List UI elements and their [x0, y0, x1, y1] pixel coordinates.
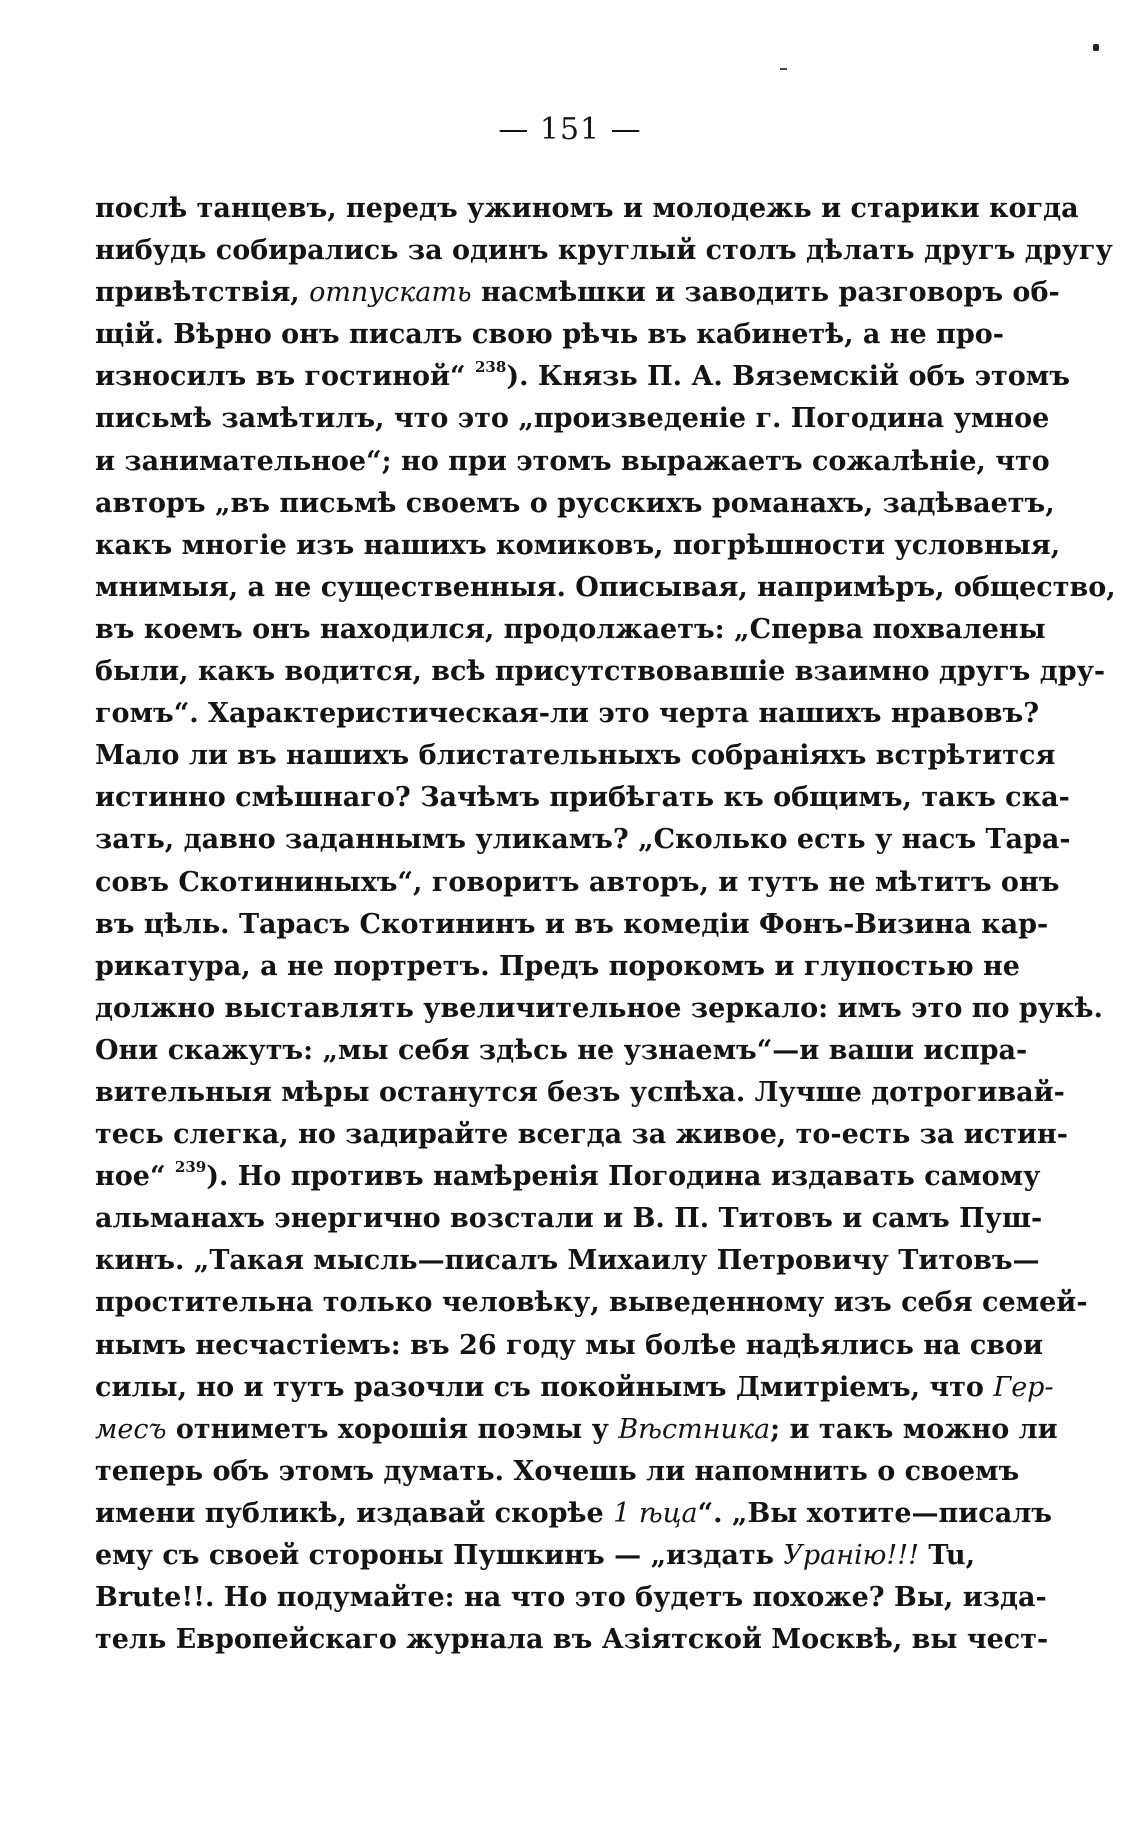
page-number: — 151 —: [498, 112, 642, 147]
italic-text: Гер-: [993, 1371, 1054, 1403]
text-run: ему съ своей стороны Пушкинъ — „издать: [95, 1540, 784, 1571]
text-line: [95, 1367, 1054, 1409]
text-line: [95, 1282, 1088, 1324]
text-run: насмѣшки и заводить разговоръ об-: [471, 277, 1060, 309]
text-line: [95, 904, 1049, 946]
text-run: нибудь собирались за одинъ круглый столъ дѣлать другъ другу: [95, 235, 1113, 267]
footnote-ref: 238: [475, 358, 507, 377]
text-run: ное“: [95, 1161, 175, 1193]
text-run: вительныя мѣры останутся безъ успѣха. Лучше дотрогивай-: [95, 1076, 1065, 1108]
text-run: мнимыя, а не существенныя. Описывая, напримѣръ, общество,: [95, 571, 1116, 603]
text-run: Мало ли въ нашихъ блистательныхъ собраніяхъ встрѣтится: [95, 740, 1056, 772]
text-line: [95, 230, 1113, 272]
text-run: тесь слегка, но задирайте всегда за живое, то-есть за истин-: [95, 1119, 1069, 1151]
text-line: [95, 1198, 1043, 1240]
text-run: Tu,: [918, 1540, 975, 1571]
text-line: [95, 651, 1106, 693]
text-run: теперь объ этомъ думать. Хочешь ли напомнить о своемъ: [95, 1455, 1020, 1487]
italic-text: месъ: [95, 1413, 167, 1445]
text-line: [95, 609, 1046, 651]
text-line: [95, 1156, 1041, 1198]
text-run: простительна только человѣку, выведенному изъ себя семей-: [95, 1287, 1088, 1319]
text-run: имени публикѣ, издавай скорѣе: [95, 1497, 614, 1529]
italic-text: Вѣстника: [618, 1413, 771, 1445]
text-line: [95, 946, 1020, 988]
text-line: [95, 1114, 1069, 1156]
text-run: были, какъ водится, всѣ присутствовавшіе взаимно другъ дру-: [95, 656, 1106, 688]
text-run: и занимательное“; но при этомъ выражаетъ сожалѣніе, что: [95, 445, 1050, 477]
text-line: [95, 398, 1050, 440]
text-run: авторъ „въ письмѣ своемъ о русскихъ романахъ, задѣваетъ,: [95, 487, 1055, 519]
text-run: Они скажутъ: „мы себя здѣсь не узнаемъ“—и ваши испра-: [95, 1034, 1028, 1066]
text-run: щій. Вѣрно онъ писалъ свою рѣчь въ кабинетѣ, а не про-: [95, 319, 1004, 351]
text-line: [95, 693, 1040, 735]
text-run: должно выставлять увеличительное зеркало: имъ это по рукѣ.: [95, 992, 1103, 1024]
text-line: [95, 1240, 1040, 1282]
text-line: [95, 735, 1056, 777]
text-run: нымъ несчастіемъ: въ 26 году мы болѣе надѣялись на свои: [95, 1329, 1044, 1361]
text-run: въ коемъ онъ находился, продолжаетъ: „Сперва похвалены: [95, 613, 1046, 645]
text-run: “. „Вы хотите—писалъ: [697, 1497, 1052, 1529]
text-line: [95, 777, 1070, 819]
text-run: тель Европейскаго журнала въ Азіятской Москвѣ, вы чест-: [95, 1624, 1049, 1656]
text-line: [95, 1619, 1049, 1661]
italic-text: Уранію!!!: [783, 1540, 919, 1571]
margin-dash: [780, 68, 787, 70]
text-run: зать, давно заданнымъ уликамъ? „Сколько есть у насъ Тара-: [95, 824, 1071, 856]
text-line: [95, 862, 1060, 904]
text-run: кинъ. „Такая мысль—писалъ Михаилу Петровичу Титовъ—: [95, 1245, 1040, 1277]
margin-speck: [1093, 44, 1099, 51]
text-run: альманахъ энергично возстали и В. П. Титовъ и самъ Пуш-: [95, 1203, 1043, 1235]
text-line: [95, 356, 1070, 398]
text-line: [95, 1535, 975, 1577]
text-run: письмѣ замѣтилъ, что это „произведеніе г. Погодина умное: [95, 403, 1050, 435]
text-line: [95, 1409, 1058, 1451]
text-line: [95, 1451, 1020, 1493]
text-run: износилъ въ гостиной“: [95, 361, 475, 393]
text-line: [95, 988, 1103, 1030]
text-run: отниметъ хорошія поэмы у: [166, 1413, 619, 1445]
text-run: въ цѣль. Тарасъ Скотининъ и въ комедіи Фонъ-Визина кар-: [95, 908, 1049, 940]
text-line: [95, 1030, 1028, 1072]
text-run: какъ многіе изъ нашихъ комиковъ, погрѣшности условныя,: [95, 529, 1061, 561]
text-line: [95, 314, 1004, 356]
text-run: ; и такъ можно ли: [770, 1413, 1058, 1445]
italic-text: 1 ѣца: [613, 1497, 698, 1529]
text-line: [95, 525, 1061, 567]
text-run: совъ Скотининыхъ“, говоритъ авторъ, и тутъ не мѣтитъ онъ: [95, 866, 1060, 898]
text-line: [95, 188, 1079, 230]
text-line: [95, 567, 1116, 609]
text-run: Brute!!. Но подумайте: на что это будетъ похоже? Вы, изда-: [95, 1582, 1047, 1614]
text-line: [95, 819, 1071, 861]
text-line: [95, 1493, 1052, 1535]
text-line: [95, 1325, 1044, 1367]
text-line: [95, 1072, 1065, 1114]
text-run: рикатура, а не портретъ. Предъ порокомъ и глупостью не: [95, 950, 1020, 982]
text-run: ). Но противъ намѣренія Погодина издавать самому: [206, 1161, 1041, 1193]
text-run: силы, но и тутъ разочли съ покойнымъ Дмитріемъ, что: [95, 1371, 994, 1403]
italic-text: отпускать: [309, 277, 472, 309]
text-run: послѣ танцевъ, передъ ужиномъ и молодежь и старики когда: [95, 193, 1079, 224]
text-line: [95, 272, 1060, 314]
text-run: истинно смѣшнаго? Зачѣмъ прибѣгать къ общимъ, такъ ска-: [95, 782, 1070, 814]
text-run: гомъ“. Характеристическая-ли это черта нашихъ нравовъ?: [95, 698, 1040, 730]
body-text: [95, 188, 1116, 1661]
footnote-ref: 239: [174, 1158, 207, 1177]
text-run: привѣтствія,: [95, 277, 310, 309]
text-line: [95, 483, 1055, 525]
text-line: [95, 1577, 1047, 1619]
text-run: ). Князь П. А. Вяземскій объ этомъ: [506, 361, 1070, 393]
text-line: [95, 441, 1050, 483]
